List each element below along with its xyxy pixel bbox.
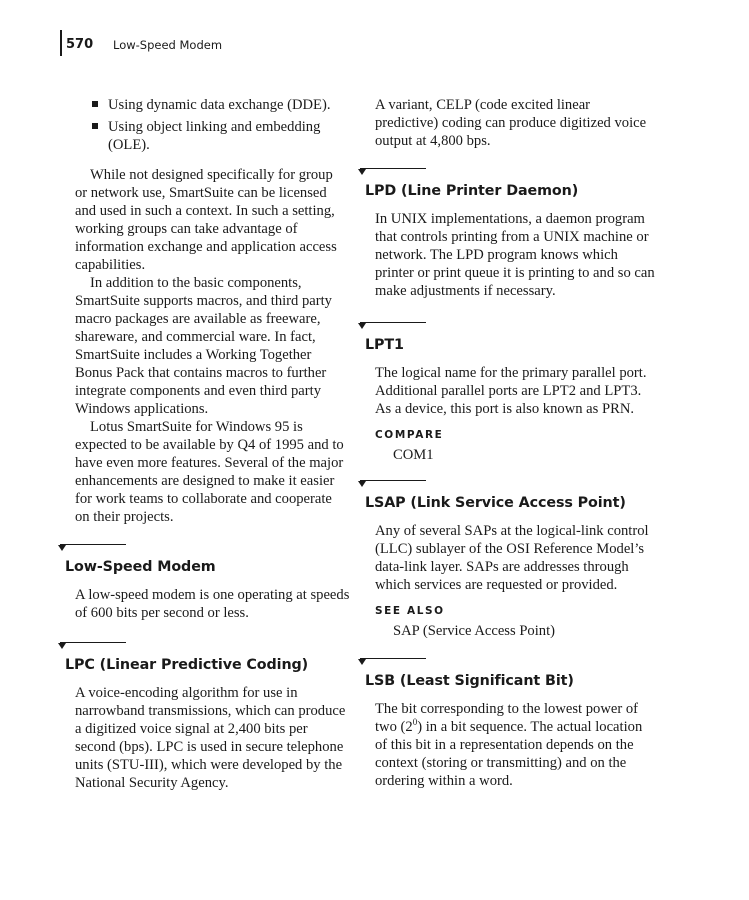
entry-heading: LSAP (Link Service Access Point) — [365, 495, 626, 511]
entry-heading: Low-Speed Modem — [65, 559, 216, 575]
entry-definition: A low-speed modem is one operating at speeds of 600 bits per second or less. — [75, 587, 350, 621]
continued-paragraph: A variant, CELP (code excited linear predictive) coding can produce digitized voice output at 4,800 bps. — [375, 97, 647, 149]
entry-lpt1 — [365, 322, 655, 464]
bullet-icon — [92, 123, 98, 129]
entry-heading: LSB (Least Significant Bit) — [365, 673, 574, 689]
left-column — [65, 96, 350, 792]
triangle-marker-icon — [358, 659, 366, 665]
compare-label: COMPARE — [375, 429, 444, 441]
entry-rule — [360, 322, 426, 323]
page-number: 570 — [66, 37, 94, 52]
entry-low-speed-modem — [65, 544, 350, 622]
body-paragraph: Lotus SmartSuite for Windows 95 is expected to be available by Q4 of 1995 and to have even more features. Several of the major enhancements are designed to make it easier for work teams to collaborate and cooperate on their projects. — [75, 419, 344, 525]
entry-definition: The bit corresponding to the lowest power of two $(2^0)$ in a bit sequence. The actual location of this bit in a representation depends on the context (storing or transmitting) and on the ordering within a word. — [375, 701, 643, 789]
entry-lsap — [365, 480, 655, 640]
right-column — [365, 96, 655, 790]
entry-lpd — [365, 168, 655, 300]
bullet-list — [65, 96, 350, 154]
entry-rule — [60, 544, 126, 545]
body-paragraph: While not designed specifically for group or network use, SmartSuite can be licensed and used in such a context. In such a setting, working groups can take advantage of information exchange and application access capabilities. — [75, 167, 337, 273]
triangle-marker-icon — [358, 323, 366, 329]
entry-definition: In UNIX implementations, a daemon program that controls printing from a UNIX machine or network. The LPD program knows which printer or print queue it is printing to and so can make adjustments if necessary. — [375, 211, 655, 299]
triangle-marker-icon — [58, 643, 66, 649]
header-rule — [60, 30, 62, 56]
triangle-marker-icon — [58, 545, 66, 551]
body-paragraph: In addition to the basic components, SmartSuite supports macros, and third party macro packages are available as freeware, shareware, and commercial ware. In fact, SmartSuite includes a Working Together Bonus Pack that contains macros to further integrate components and even third party Windows applications. — [75, 275, 332, 417]
entry-heading: LPT1 — [365, 337, 404, 353]
entry-rule — [60, 642, 126, 643]
see-also-item: SAP (Service Access Point) — [393, 623, 555, 639]
entry-heading: LPC (Linear Predictive Coding) — [65, 657, 309, 673]
running-head: Low-Speed Modem — [113, 38, 223, 52]
entry-lpc — [65, 642, 350, 792]
entry-heading: LPD (Line Printer Daemon) — [365, 183, 579, 199]
triangle-marker-icon — [358, 169, 366, 175]
entry-definition: A voice-encoding algorithm for use in narrowband transmissions, which can produce a digitized voice signal at 2,400 bits per second (bps). LPC is used in secure telephone units (STU-III), which were developed by the National Security Agency. — [75, 685, 346, 791]
see-also-label: SEE ALSO — [375, 605, 445, 617]
entry-rule — [360, 480, 426, 481]
entry-definition: The logical name for the primary parallel port. Additional parallel ports are LPT2 and LPT3. As a device, this port is also known as PRN. — [375, 365, 647, 417]
entry-rule — [360, 168, 426, 169]
superscript: 0 — [412, 717, 418, 728]
list-item: Using dynamic data exchange (DDE). — [65, 96, 350, 114]
triangle-marker-icon — [358, 481, 366, 487]
compare-item: COM1 — [393, 447, 434, 463]
entry-definition: Any of several SAPs at the logical-link control (LLC) sublayer of the OSI Reference Model’s data-link layer. SAPs are addresses through which services are requested or provided. — [375, 523, 649, 593]
entry-lsb — [365, 658, 655, 790]
bullet-icon — [92, 101, 98, 107]
entry-rule — [360, 658, 426, 659]
list-item: Using object linking and embedding (OLE). — [65, 118, 350, 154]
